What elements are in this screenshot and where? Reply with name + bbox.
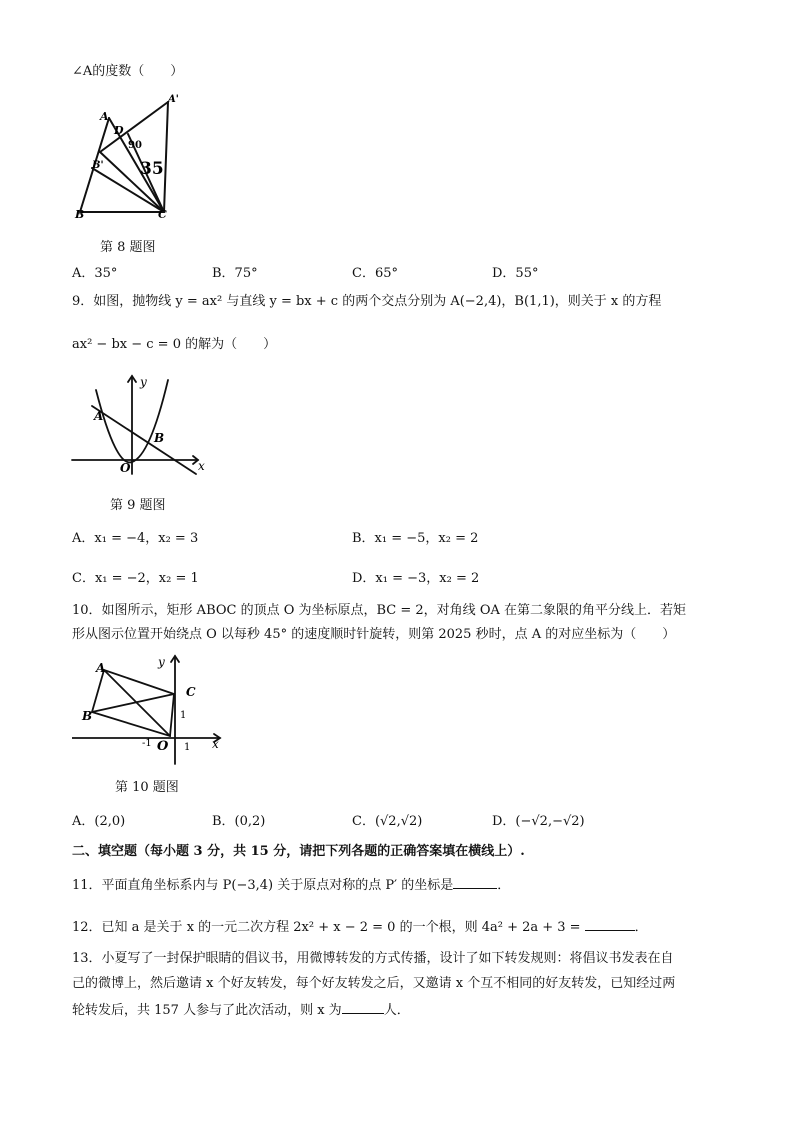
q8-label-B-prime: B' — [92, 160, 104, 171]
q13-line3-before: 轮转发后，共 157 人参与了此次活动，则 x 为 — [72, 1003, 342, 1018]
q10-stem-line2: 形从图示位置开始绕点 O 以每秒 45° 的速度顺时针旋转，则第 2025 秒时，点 A 的对应坐标为（ ） — [72, 627, 676, 642]
q9-option-b: B．x₁ = −5，x₂ = 2 — [352, 531, 479, 546]
q10-label-B: B — [82, 709, 93, 723]
q9-caption: 第 9 题图 — [110, 498, 166, 513]
q8-option-b: B．75° — [212, 266, 258, 281]
q10-option-b: B．(0,2) — [212, 814, 266, 829]
q13-line3 — [72, 1001, 410, 1019]
q9-label-y: y — [140, 375, 147, 389]
q8-figure — [72, 90, 182, 220]
q8-stem: ∠A的度数（ ） — [72, 64, 184, 79]
q10-label-x: x — [212, 737, 219, 751]
q8-option-d: D．55° — [492, 266, 539, 281]
q10-stem-line1: 10．如图所示，矩形 ABOC 的顶点 O 为坐标原点，BC = 2，对角线 OA 在第二象限的角平分线上．若矩 — [72, 603, 686, 618]
q12-text-after: ． — [634, 920, 648, 935]
q10-label-A: A — [96, 661, 106, 675]
q10-label-C: C — [186, 685, 196, 699]
q11-answer-blank[interactable] — [453, 876, 497, 889]
q8-label-A-prime: A' — [168, 94, 179, 105]
q8-caption: 第 8 题图 — [100, 240, 156, 255]
q10-label-neg-one: -1 — [142, 738, 152, 749]
q12-text-before: 12．已知 a 是关于 x 的一元二次方程 2x² + x − 2 = 0 的一个根，则 4a² + 2a + 3 = — [72, 920, 581, 935]
q10-label-one-y: 1 — [180, 710, 187, 721]
q10-option-a: A．(2,0) — [72, 814, 126, 829]
q8-label-35: 35 — [140, 159, 164, 179]
q12-answer-blank[interactable] — [585, 918, 635, 931]
q11-text-after: ． — [497, 878, 511, 893]
q9-option-d: D．x₁ = −3，x₂ = 2 — [352, 571, 480, 586]
q11-text — [72, 876, 510, 894]
q10-label-y: y — [158, 655, 165, 669]
q9-label-O: O — [120, 461, 131, 475]
q8-label-B: B — [75, 208, 85, 220]
q9-stem-line1: 9．如图，抛物线 y = ax² 与直线 y = bx + c 的两个交点分别为 A(−2,4)，B(1,1)，则关于 x 的方程 — [72, 294, 662, 309]
q10-option-d: D．(−√2,−√2) — [492, 814, 585, 829]
q9-label-B: B — [154, 431, 165, 445]
q9-stem-line2: ax² − bx − c = 0 的解为（ ） — [72, 337, 277, 352]
q13-line2: 己的微博上，然后邀请 x 个好友转发，每个好友转发之后，又邀请 x 个互不相同的好友转发，已知经过两 — [72, 976, 676, 991]
q8-label-90: 90 — [128, 140, 142, 151]
q11-text-before: 11．平面直角坐标系内与 P(−3,4) 关于原点对称的点 P′ 的坐标是 — [72, 878, 454, 893]
q12-text — [72, 918, 648, 936]
q8-label-C: C — [158, 208, 167, 220]
q8-label-D: D — [114, 124, 124, 137]
q10-label-one-x: 1 — [184, 742, 191, 753]
q10-label-O: O — [157, 739, 169, 754]
q9-option-a: A．x₁ = −4，x₂ = 3 — [72, 531, 199, 546]
q9-label-A: A — [94, 409, 104, 423]
q13-line3-after: 人． — [383, 1003, 410, 1018]
q10-caption: 第 10 题图 — [115, 780, 179, 795]
q8-option-a: A．35° — [72, 266, 118, 281]
q10-figure — [72, 652, 227, 768]
q9-option-c: C．x₁ = −2，x₂ = 1 — [72, 571, 199, 586]
q8-label-A: A — [100, 110, 109, 123]
q9-label-x: x — [198, 459, 205, 473]
q10-option-c: C．(√2,√2) — [352, 814, 423, 829]
q8-option-c: C．65° — [352, 266, 398, 281]
q9-figure — [70, 370, 210, 480]
q13-answer-blank[interactable] — [342, 1001, 384, 1014]
section2-heading: 二、填空题（每小题 3 分，共 15 分，请把下列各题的正确答案填在横线上）. — [72, 844, 525, 859]
q13-line1: 13．小夏写了一封保护眼睛的倡议书，用微博转发的方式传播，设计了如下转发规则：将倡议书发表在自 — [72, 951, 674, 966]
